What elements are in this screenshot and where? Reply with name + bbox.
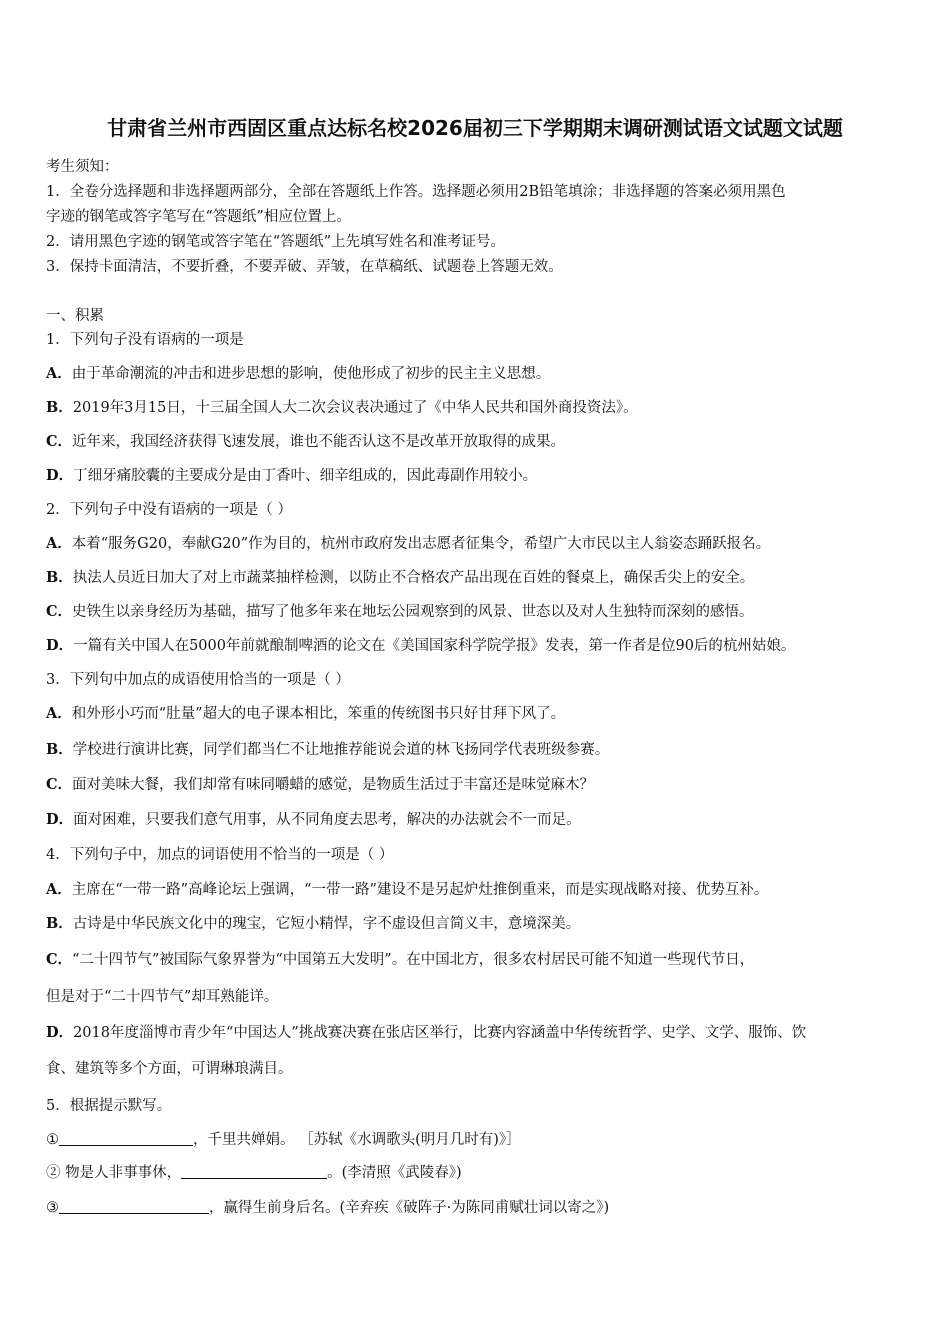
- answer-blank[interactable]: [181, 1164, 327, 1179]
- q4-option-d-cont: 食、建筑等多个方面，可谓琳琅满目。: [46, 1061, 293, 1077]
- option-label: A．: [46, 535, 72, 552]
- q4-option-c-cont: 但是对于“二十四节气”却耳熟能详。: [46, 989, 279, 1005]
- q1-option-d: [46, 464, 537, 485]
- q5-recite-line-3: [46, 1196, 609, 1217]
- q2-option-a: [46, 532, 770, 553]
- recite-prefix: ①: [46, 1132, 59, 1148]
- option-label: C．: [46, 603, 73, 620]
- q2-option-d: [46, 634, 795, 655]
- question-4-stem: 4．下列句子中，加点的词语使用不恰当的一项是（ ）: [46, 847, 394, 863]
- option-text: 史铁生以亲身经历为基础，描写了他多年来在地坛公园观察到的风景、世态以及对人生独特而深刻的感悟。: [72, 604, 754, 620]
- option-text: 面对美味大餐，我们却常有味同嚼蜡的感觉，是物质生活过于丰富还是味觉麻木？: [72, 777, 595, 793]
- option-label: D．: [46, 637, 74, 654]
- q4-option-b: [46, 912, 580, 933]
- option-label: C．: [46, 776, 73, 793]
- option-text: 一篇有关中国人在5000年前就酿制啤酒的论文在《美国国家科学院学报》发表，第一作者是位90后的杭州姑娘。: [73, 638, 796, 654]
- question-3-stem: 3．下列句中加点的成语使用恰当的一项是（ ）: [46, 672, 350, 688]
- option-label: A．: [46, 365, 72, 382]
- q1-option-b: [46, 396, 638, 417]
- q5-recite-line-2: [46, 1161, 462, 1182]
- option-text: 2018年度淄博市青少年“中国达人”挑战赛决赛在张店区举行，比赛内容涵盖中华传统哲学、史学、文学、服饰、饮: [73, 1025, 807, 1041]
- notice-line: 3．保持卡面清洁，不要折叠，不要弄破、弄皱，在草稿纸、试题卷上答题无效。: [46, 259, 563, 275]
- notice-line: 字迹的钢笔或答字笔写在“答题纸”相应位置上。: [46, 209, 351, 225]
- option-label: B．: [46, 741, 73, 758]
- option-label: C．: [46, 433, 73, 450]
- q4-option-a: [46, 878, 768, 899]
- option-label: B．: [46, 915, 73, 932]
- q5-recite-line-1: [46, 1128, 521, 1149]
- option-text: 面对困难，只要我们意气用事，从不同角度去思考，解决的办法就会不一而足。: [73, 812, 581, 828]
- option-label: C．: [46, 951, 73, 968]
- answer-blank[interactable]: [59, 1199, 209, 1214]
- recite-suffix: ，千里共婵娟。 ［苏轼《水调歌头(明月几时有)》］: [193, 1132, 521, 1148]
- option-label: A．: [46, 705, 72, 722]
- question-5-stem: 5．根据提示默写。: [46, 1098, 172, 1114]
- option-text: 丁细牙痛胶囊的主要成分是由丁香叶、细辛组成的，因此毒副作用较小。: [73, 468, 538, 484]
- section-heading: 一、积累: [46, 308, 104, 324]
- recite-suffix: ，赢得生前身后名。(辛弃疾《破阵子·为陈同甫赋壮词以寄之》): [209, 1200, 610, 1216]
- q3-option-b: [46, 738, 609, 759]
- option-text: 2019年3月15日，十三届全国人大二次会议表决通过了《中华人民共和国外商投资法》。: [72, 400, 638, 416]
- q4-option-c: [46, 948, 754, 969]
- option-text: “二十四节气”被国际气象界誉为“中国第五大发明”。在中国北方，很多农村居民可能不知道一些现代节日，: [72, 952, 755, 968]
- notice-line: 1．全卷分选择题和非选择题两部分，全部在答题纸上作答。选择题必须用2B铅笔填涂；非选择题的答案必须用黑色: [46, 184, 786, 200]
- option-text: 和外形小巧而“肚量”超大的电子课本相比，笨重的传统图书只好甘拜下风了。: [71, 706, 566, 722]
- q4-option-d: [46, 1021, 806, 1042]
- option-text: 主席在“一带一路”高峰论坛上强调，“一带一路”建设不是另起炉灶推倒重来，而是实现战略对接、优势互补。: [71, 882, 769, 898]
- option-text: 本着“服务G20，奉献G20”作为目的，杭州市政府发出志愿者征集令，希望广大市民以主人翁姿态踊跃报名。: [71, 536, 771, 552]
- option-text: 执法人员近日加大了对上市蔬菜抽样检测，以防止不合格农产品出现在百姓的餐桌上，确保舌尖上的安全。: [72, 570, 755, 586]
- q3-option-c: [46, 773, 594, 794]
- q1-option-a: [46, 362, 550, 383]
- option-text: 近年来，我国经济获得飞速发展，谁也不能否认这不是改革开放取得的成果。: [72, 434, 566, 450]
- answer-blank[interactable]: [59, 1131, 193, 1146]
- recite-prefix: ③: [46, 1200, 59, 1216]
- option-text: 由于革命潮流的冲击和进步思想的影响，使他形成了初步的民主主义思想。: [71, 366, 551, 382]
- q2-option-c: [46, 600, 754, 621]
- q3-option-a: [46, 702, 565, 723]
- option-label: D．: [46, 467, 74, 484]
- q3-option-d: [46, 808, 581, 829]
- question-2-stem: 2．下列句子中没有语病的一项是（ ）: [46, 502, 292, 518]
- recite-prefix: ② 物是人非事事休，: [46, 1165, 182, 1181]
- notice-line: 2．请用黑色字迹的钢笔或答字笔在“答题纸”上先填写姓名和准考证号。: [46, 234, 506, 250]
- q2-option-b: [46, 566, 754, 587]
- option-label: B．: [46, 569, 73, 586]
- option-label: D．: [46, 811, 74, 828]
- option-label: D．: [46, 1024, 74, 1041]
- page-title: 甘肃省兰州市西固区重点达标名校2026届初三下学期期末调研测试语文试题文试题: [107, 116, 843, 140]
- q1-option-c: [46, 430, 565, 451]
- question-1-stem: 1．下列句子没有语病的一项是: [46, 332, 244, 348]
- notice-heading: 考生须知：: [46, 159, 119, 175]
- option-label: B．: [46, 399, 73, 416]
- option-text: 学校进行演讲比赛，同学们都当仁不让地推荐能说会道的林飞扬同学代表班级参赛。: [72, 742, 610, 758]
- recite-suffix: 。(李清照《武陵春》): [327, 1165, 462, 1181]
- option-label: A．: [46, 881, 72, 898]
- option-text: 古诗是中华民族文化中的瑰宝，它短小精悍，字不虚设但言简义丰，意境深美。: [72, 916, 581, 932]
